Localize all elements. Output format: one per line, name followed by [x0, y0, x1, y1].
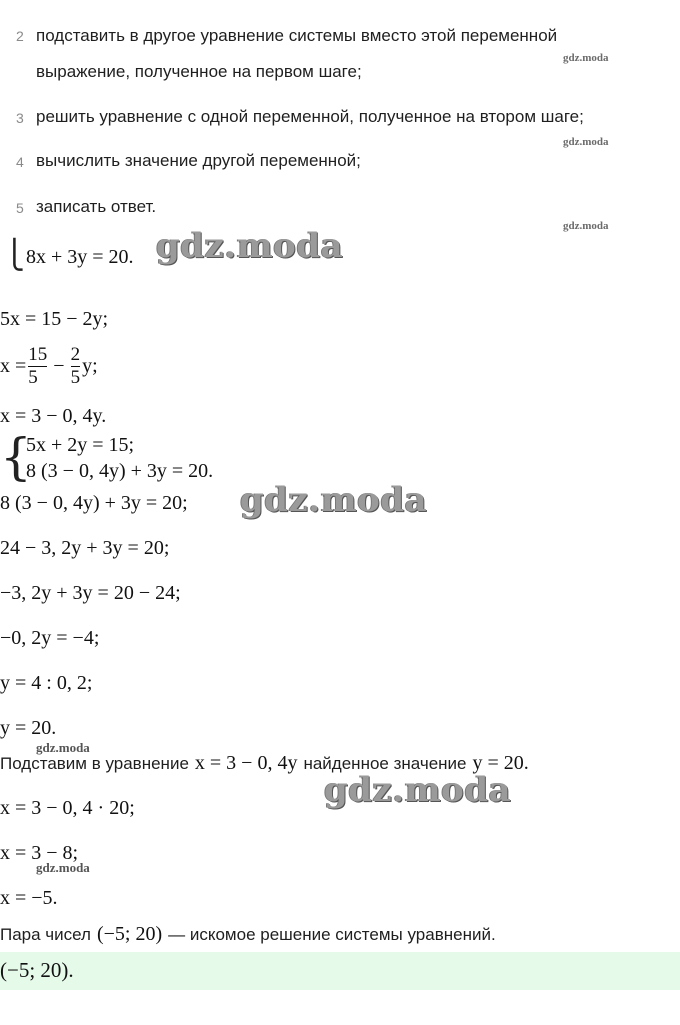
equation-fraction: [0, 344, 98, 389]
equation: −3, 2y + 3y = 20 − 24;: [0, 582, 181, 604]
equation: 5x = 15 − 2y;: [0, 308, 109, 330]
minus: −: [53, 355, 65, 377]
brace-fragment: ⎩: [4, 238, 25, 271]
watermark-large: gdz.moda: [324, 770, 512, 810]
equation: x = 3 − 0, 4 · 20;: [0, 797, 135, 819]
step-text: решить уравнение с одной переменной, полученное на втором шаге;: [36, 107, 584, 126]
step-text-cont: выражение, полученное на первом шаге;: [36, 62, 362, 81]
denominator: 5: [28, 366, 47, 389]
watermark: gdz.moda: [36, 740, 90, 755]
equation: 24 − 3, 2y + 3y = 20;: [0, 537, 170, 559]
equation: y = 4 : 0, 2;: [0, 672, 93, 694]
eq-rhs: y;: [82, 355, 98, 377]
conclusion-sentence: [0, 923, 496, 946]
inline-math: (−5; 20): [96, 923, 163, 945]
equation: x = −5.: [0, 887, 58, 909]
watermark-large: gdz.moda: [240, 480, 428, 520]
equation: −0, 2y = −4;: [0, 627, 100, 649]
inline-math: x = 3 − 0, 4y: [194, 752, 298, 774]
fraction: [28, 344, 47, 389]
equation: y = 20.: [0, 717, 57, 739]
equation: x = 3 − 0, 4y.: [0, 405, 107, 427]
text: Пара чисел: [0, 925, 91, 944]
step-number: 4: [16, 154, 24, 170]
step-number: 2: [16, 28, 24, 44]
text: Подставим в уравнение: [0, 754, 189, 773]
equation: 8x + 3y = 20.: [26, 246, 134, 268]
answer-box: [0, 952, 680, 990]
numerator: 15: [28, 344, 48, 365]
watermark: gdz.moda: [36, 860, 90, 875]
inline-math: y = 20.: [472, 752, 529, 774]
watermark: gdz.moda: [563, 220, 609, 232]
step-number: 3: [16, 110, 24, 126]
fraction: [71, 344, 81, 389]
step-text: записать ответ.: [36, 197, 157, 216]
numerator: 2: [70, 344, 81, 365]
watermark-large: gdz.moda: [156, 226, 344, 266]
step-text: подставить в другое уравнение системы вместо этой переменной: [36, 26, 558, 45]
system-eq-1: 5x + 2y = 15;: [26, 434, 135, 456]
denominator: 5: [70, 367, 81, 388]
system-eq-2: 8 (3 − 0, 4y) + 3y = 20.: [26, 460, 214, 482]
equation: 8 (3 − 0, 4y) + 3y = 20;: [0, 492, 188, 514]
step-number: 5: [16, 200, 24, 216]
system-brace: {: [0, 428, 32, 486]
answer-value: (−5; 20).: [0, 958, 74, 982]
text: найденное значение: [303, 754, 467, 773]
eq-lhs: x =: [0, 355, 27, 377]
watermark: gdz.moda: [563, 136, 609, 148]
watermark: gdz.moda: [563, 52, 609, 64]
equation: x = 3 − 8;: [0, 842, 79, 864]
text: — искомое решение системы уравнений.: [168, 925, 496, 944]
step-text: вычислить значение другой переменной;: [36, 151, 361, 170]
